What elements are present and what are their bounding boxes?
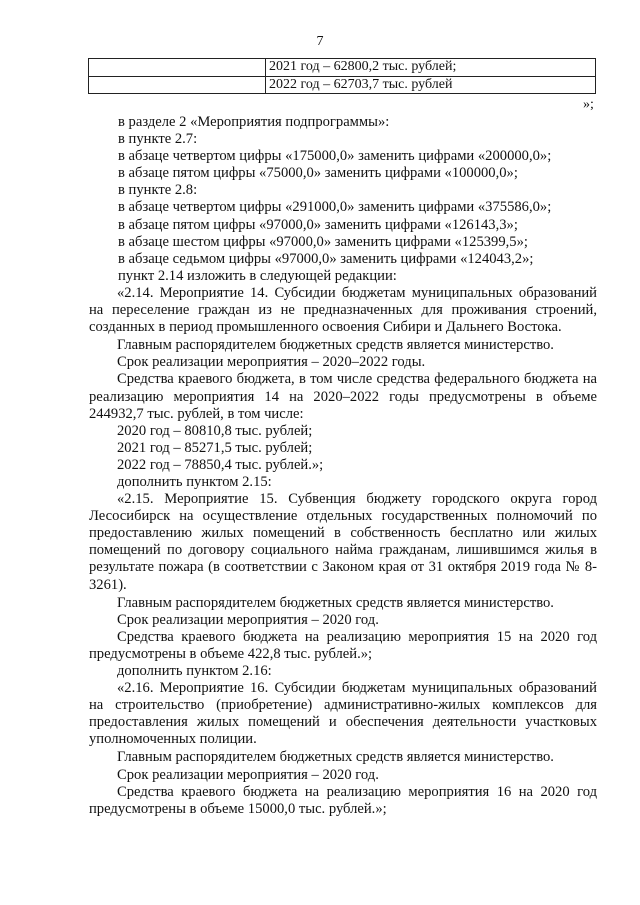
- paragraph: Срок реализации мероприятия – 2020 год.: [117, 766, 379, 783]
- paragraph: «2.15. Мероприятие 15. Субвенция бюджету городского округа город Лесосибирск на осуществление отдельных государственных полномочий по предоставлению жилых помещений в собственность бесплатно или жилых помещений по договору социального найма гражданам, лишившимся жилья в результате пожара (в соответствии с Законом края от 31 октября 2019 года № 8-3261).: [89, 491, 597, 593]
- paragraph: в пункте 2.8:: [118, 182, 198, 199]
- paragraph: дополнить пунктом 2.15:: [117, 473, 272, 490]
- paragraph: 2020 год – 80810,8 тыс. рублей;: [117, 422, 313, 439]
- paragraph: Срок реализации мероприятия – 2020–2022 годы.: [117, 354, 426, 371]
- table-row: [89, 76, 596, 94]
- table-cell-empty: [89, 59, 266, 77]
- paragraph: «2.16. Мероприятие 16. Субсидии бюджетам муниципальных образований на строительство (приобретение) административно-жилых комплексов для предоставления жилых помещений и обеспечения деятельности участковых уполномоченных полиции.: [89, 680, 597, 748]
- paragraph: «2.14. Мероприятие 14. Субсидии бюджетам муниципальных образований на переселение граждан из не предназначенных для проживания строений, созданных в период промышленного освоения Сибири и Дальнего Востока.: [89, 284, 597, 336]
- document-body: [89, 114, 597, 818]
- paragraph: Средства краевого бюджета на реализацию мероприятия 15 на 2020 год предусмотрены в объеме 422,8 тыс. рублей.»;: [89, 628, 597, 662]
- paragraph: в абзаце четвертом цифры «175000,0» заменить цифрами «200000,0»;: [118, 148, 552, 165]
- paragraph: в абзаце пятом цифры «75000,0» заменить цифрами «100000,0»;: [118, 165, 518, 182]
- table-cell: 2021 год – 62800,2 тыс. рублей;: [266, 59, 596, 77]
- table-cell: 2022 год – 62703,7 тыс. рублей: [266, 76, 596, 94]
- paragraph: 2022 год – 78850,4 тыс. рублей.»;: [117, 456, 324, 473]
- paragraph: в разделе 2 «Мероприятия подпрограммы»:: [118, 114, 390, 130]
- paragraph: в абзаце четвертом цифры «291000,0» заменить цифрами «375586,0»;: [118, 199, 552, 216]
- closing-quote-mark: »;: [583, 97, 594, 112]
- paragraph: в пункте 2.7:: [118, 131, 198, 148]
- table-cell-empty: [89, 76, 266, 94]
- paragraph: в абзаце седьмом цифры «97000,0» заменить цифрами «124043,2»;: [118, 250, 534, 267]
- paragraph: Средства краевого бюджета на реализацию мероприятия 16 на 2020 год предусмотрены в объеме 15000,0 тыс. рублей.»;: [89, 783, 597, 817]
- funding-table: [88, 58, 596, 94]
- paragraph: 2021 год – 85271,5 тыс. рублей;: [117, 439, 313, 456]
- table-row: [89, 59, 596, 77]
- paragraph: Главным распорядителем бюджетных средств является министерство.: [117, 337, 554, 354]
- paragraph: в абзаце пятом цифры «97000,0» заменить цифрами «126143,3»;: [118, 216, 518, 233]
- paragraph: Главным распорядителем бюджетных средств является министерство.: [117, 594, 554, 611]
- paragraph: дополнить пунктом 2.16:: [117, 663, 272, 679]
- paragraph: в абзаце шестом цифры «97000,0» заменить цифрами «125399,5»;: [118, 233, 528, 250]
- paragraph: Средства краевого бюджета, в том числе средства федерального бюджета на реализацию мероприятия 14 на 2020–2022 годы предусмотрены в объеме 244932,7 тыс. рублей, в том числе:: [89, 371, 597, 422]
- paragraph: Срок реализации мероприятия – 2020 год.: [117, 611, 379, 628]
- paragraph: пункт 2.14 изложить в следующей редакции:: [118, 267, 397, 284]
- page-number: 7: [316, 34, 324, 49]
- paragraph: Главным распорядителем бюджетных средств является министерство.: [117, 749, 554, 766]
